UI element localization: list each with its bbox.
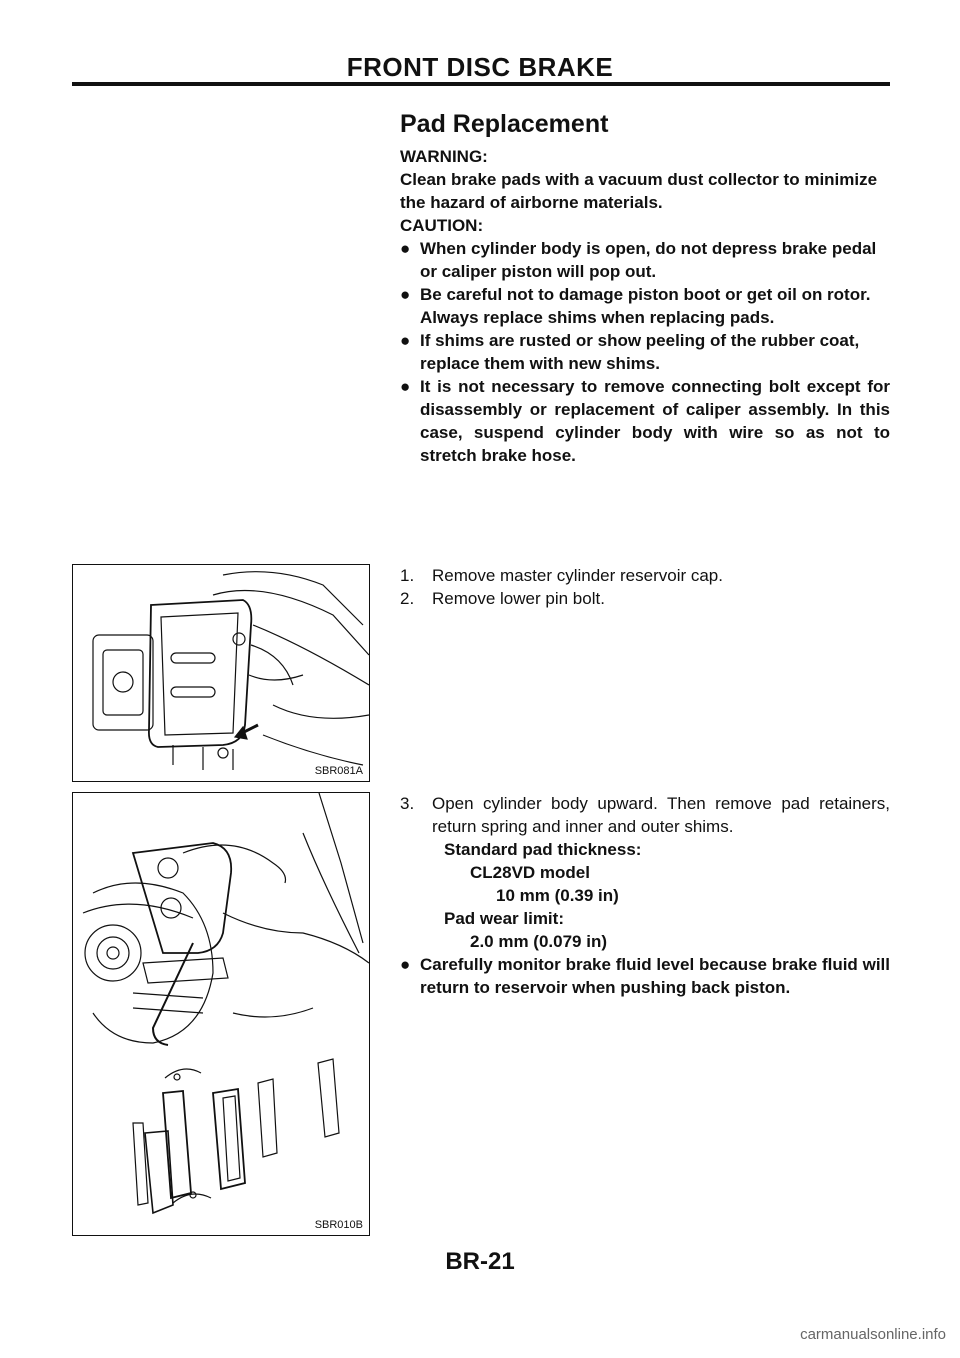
precautions-block	[400, 145, 890, 467]
figure-caliper-pin-bolt	[72, 564, 370, 782]
caution-text: If shims are rusted or show peeling of the rubber coat, replace them with new shims.	[420, 331, 860, 373]
step-item	[400, 587, 890, 610]
caution-item	[400, 329, 890, 375]
step-number: 1.	[400, 566, 415, 585]
step-item	[400, 564, 890, 587]
figure-pad-removal	[72, 792, 370, 1236]
steps-block-2	[400, 792, 890, 999]
section-header: FRONT DISC BRAKE	[346, 52, 614, 82]
step-item	[400, 792, 890, 838]
warning-text: Clean brake pads with a vacuum dust collector to minimize the hazard of airborne materials.	[400, 170, 878, 212]
figure-id: SBR010B	[314, 1219, 363, 1231]
note-text: Carefully monitor brake fluid level because brake fluid will return to reservoir when pushing back piston.	[420, 955, 890, 997]
caution-text: When cylinder body is open, do not depress brake pedal or caliper piston will pop out.	[420, 239, 877, 281]
bullet-icon: ●	[400, 377, 411, 396]
step-text: Remove master cylinder reservoir cap.	[432, 566, 723, 585]
step-number: 2.	[400, 589, 415, 608]
caution-item	[400, 237, 890, 283]
figure-id: SBR081A	[314, 765, 363, 777]
section-title: Pad Replacement	[400, 110, 609, 138]
warning-label: WARNING:	[400, 147, 488, 166]
caution-item	[400, 283, 890, 329]
caliper-illustration	[73, 565, 369, 781]
spec-wear-label: Pad wear limit:	[444, 909, 564, 928]
note-item	[400, 953, 890, 999]
spec-wear-value: 2.0 mm (0.079 in)	[470, 932, 608, 951]
bullet-icon: ●	[400, 285, 411, 304]
caution-text: Be careful not to damage piston boot or get oil on rotor. Always replace shims when replacing pads.	[420, 285, 871, 327]
watermark: carmanualsonline.info	[800, 1326, 946, 1343]
bullet-icon: ●	[400, 239, 411, 258]
step-number: 3.	[400, 794, 415, 813]
bullet-icon: ●	[400, 955, 411, 974]
caution-text: It is not necessary to remove connecting bolt except for disassembly or replacement of caliper assembly. In this case, suspend cylinder body with wire so as not to stretch brake hose.	[420, 377, 890, 465]
steps-block-1	[400, 564, 890, 610]
spec-model: CL28VD model	[470, 863, 590, 882]
caution-label: CAUTION:	[400, 216, 484, 235]
caution-item	[400, 375, 890, 467]
bullet-icon: ●	[400, 331, 411, 350]
spec-std-value: 10 mm (0.39 in)	[496, 886, 619, 905]
step-text: Open cylinder body upward. Then remove pad retainers, return spring and inner and outer shims.	[432, 794, 890, 836]
step-text: Remove lower pin bolt.	[432, 589, 605, 608]
pad-removal-illustration	[73, 793, 369, 1235]
header-rule	[72, 82, 890, 86]
page-number: BR-21	[445, 1248, 515, 1275]
spec-std-label: Standard pad thickness:	[444, 840, 642, 859]
